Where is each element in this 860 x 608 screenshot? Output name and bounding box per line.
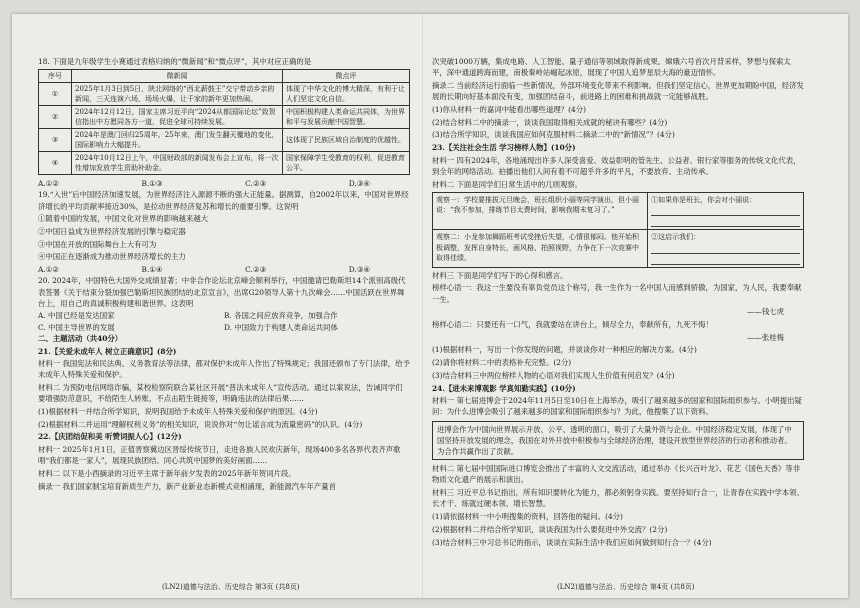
q19-stem: 19.“入世”后中国经济加速发展，为世界经济注入源源不断的强大正能量。据测算，自2002年以来，中国对世界经济增长的平均贡献率接近30%，是拉动世界经济复苏和增长的重要引擎。这说明 (38, 190, 409, 211)
q19-item: ②中国日益成为世界经济发展的引擎与稳定器 (38, 227, 186, 237)
header-news: 微新闻 (72, 70, 283, 83)
q24-ask-2: (2)根据材料二并结合所学知识，谈谈我国为什么要促进中外交流？(2分) (432, 524, 668, 534)
q24-ask-1: (1)请依据材料一中小明搜集的资料，回答他的疑问。(4分) (432, 512, 623, 522)
option-c[interactable]: C. 中国主导世界的发展 (38, 322, 115, 332)
q23-title: 23.【关注社会生活 学习榜样人物】(10分) (432, 142, 576, 152)
option-b[interactable]: B. 各国之间应放弃竞争，加强合作 (224, 311, 338, 321)
observation-1: 观察一：学校要推拔元旦晚会，班长组织小丽等同学演出，但小丽说：“我不参加，排练节目太费时间，影响我期末复习了。” (433, 192, 648, 230)
table-row (39, 152, 410, 175)
advice-cell-2 (648, 230, 804, 268)
exam-sheet (12, 14, 848, 598)
row-comment: 这体现了民族区域自治制度的优越性。 (283, 129, 410, 152)
q18-options (38, 178, 410, 189)
author-1: ——钱七虎 (747, 307, 784, 317)
header-no: 序号 (39, 70, 72, 83)
page-3 (38, 56, 410, 493)
option-d[interactable]: D.③④ (348, 179, 370, 189)
q22-excerpt-1: 摘录一 我们国家制宝培育新质生产力，新产业新业态新模式竞相涌现，新能源汽车年产量首 (38, 481, 336, 491)
row-news: 2024年10月12日上午，中国财政部的新闻发布会上宣布，将一次性增加发放学生资助补助金。 (72, 152, 283, 175)
q21-title: 21.【关爱未成年人 树立正确意识】(8分) (38, 346, 177, 356)
q19-item: ①随着中国的发展，中国文化对世界的影响越来越大 (38, 214, 208, 224)
q24-material-1: 材料一 第七届进博会于2024年11月5日至10日在上海举办，吸引了越来越多的国家和国际组织参与。小明提出疑问：为什么进博会吸引了越来越多的国家和国际组织参与？为此，他搜集了以下资料。 (432, 396, 802, 417)
q19-item: ③中国在开放的国际舞台上大有可为 (38, 239, 157, 249)
q24-ask-3: (3)结合材料三中习总书记的指示，谈谈在实际生活中我们应如何做到知行合一？(4分) (432, 537, 712, 547)
q22-ask-2: (2)结合材料二中的摘录一，谈谈我国取得相关成就的秘诀有哪些？(4分) (432, 117, 668, 127)
advice-2-label: ②这启示我们： (651, 233, 701, 242)
table-row (39, 106, 410, 129)
option-b[interactable]: B.①③ (141, 179, 163, 189)
option-d[interactable]: D.③④ (348, 265, 370, 275)
q21-ask-1: (1)根据材料一并结合所学知识，说明我国给予未成年人特殊关爱和保护的原因。(4分) (38, 407, 318, 417)
q19-item: ④中国正在逐渐成为推动世界经济增长的主力 (38, 252, 186, 262)
q22-title: 22.【庆团结促和美 听赞词振人心】(12分) (38, 432, 182, 442)
answer-blank[interactable] (651, 255, 800, 265)
q21-ask-2: (2)根据材料二并运用“理解权利义务”的相关知识，说说你对“勿让谣言成为流量密码”的认识。(4分) (38, 419, 363, 429)
header-comment: 微点评 (283, 70, 410, 83)
row-news: 2025年1月3日到5日，陕北网络的“西北薪鼓王”交宁带动乡亲的新闻，三天连演六场，场场火爆，让千家的新年更加热闹。 (72, 83, 283, 106)
q23-material-2: 材料二 下面是同学们日常生活中的几则观察。 (432, 179, 583, 189)
q21-material-2: 材料二 为预防电信网络诈骗，某校检察院联合某社区开展“普法未成年人”宣传活动。通过以案说法，告诫同学们要增强防范意识，不给陌生人转账、不点击陌生链接等，明确违法的法律后果…… (38, 383, 403, 404)
q22-material-1: 材料一 2025年1月1日，正值晋察冀边区晋绥传统节日，走进各族人民欢庆新年，现场400多名各界代表齐声歌唱“我们都是一家人”，展现民族团结、同心共筑中国梦的美好画面…… (38, 445, 401, 466)
option-d[interactable]: D. 中国致力于构建人类命运共同体 (224, 322, 338, 332)
observation-2: 观察二：小龙参加舞蹈班考试受挫后失望，心情很郁闷。他开始积极调整，发挥自身特长，画风格、拍照视野，力争在下一次竞赛中取得佳绩。 (433, 230, 648, 268)
table-row (433, 230, 804, 268)
q23-ask-2: (2)请你将材料二中的表格补充完整。(2分) (432, 358, 572, 368)
option-a[interactable]: A.①② (38, 179, 59, 189)
q22-excerpt-1-cont: 次突破1000万辆，集成电路、人工智能、量子通信等领域取得新成果。嫦娥六号首次月背采样，梦想与探索太平，深中通道跨海而建，南极秦岭站崛起冰原，展现了中国人追梦星辰大海的豪迈情怀。 (432, 57, 791, 78)
option-c[interactable]: C.②③ (245, 265, 267, 275)
page-4 (432, 56, 804, 549)
advice-1-label: ①如果你是班长，你会对小丽说： (651, 195, 757, 204)
quote-2: 榜样心语二：只要还有一口气，我就要站在讲台上，倾尽全力，奉献所有，九死不悔！ (432, 320, 713, 330)
answer-blank[interactable] (651, 217, 800, 227)
row-no: ③ (39, 129, 72, 152)
q19-options (38, 264, 410, 275)
q22-material-2: 材料二 以下是小西摘录的习近平主席于新年前夕发表的2025年新年贺词片段。 (38, 469, 296, 479)
row-news: 2024年是澳门回归25周年。25年来，澳门发生翻天覆地的变化，国际影响力大幅提升。 (72, 129, 283, 152)
q24-title: 24.【进未来博观影 学真知勤实践】(10分) (432, 383, 576, 393)
q22-ask-1: (1)你从材料一的嘉词中能看出哪些道理？(4分) (432, 104, 586, 114)
page-3-footer: (LN2)道德与法治、历史综合 第3页 (共8页) (162, 583, 300, 591)
q24-material-2: 材料二 第七届中国国际进口博览会推出了丰富的人文交流活动，通过举办《长兴百叶龙》、花艺《国色天香》等非物质文化遗产的展示和演出。 (432, 464, 801, 485)
page-4-footer: (LN2)道德与法治、历史综合 第4页 (共8页) (557, 583, 695, 591)
answer-blank[interactable] (651, 244, 800, 254)
row-news: 2024年12月12日，国家主席习近平向“2024从都国际论坛”致贺信指出中方愿同各方一道，促进全球可持续发展。 (72, 106, 283, 129)
option-b[interactable]: B.①④ (141, 265, 163, 275)
q23-material-1: 材料一 四有2024年，各地涌现出许多人深受喜爱、效益彰明的管先生、公益者、银行家等服务的传统文化代表，到全年的网络活动。拍播出他们人间有着不可超乎许多的平凡，不要放弃、主动传承。 (432, 155, 801, 176)
q22-ask-3: (3)结合所学知识，谈谈我国应如何克服材料二摘录二中的“新情况”？(4分) (432, 130, 675, 140)
q22-excerpt-2: 摘录二 当前经济运行面临一些新情况，外部环境变化带来不利影响。但我们坚定信心，世界更加期盼中国，经济发展的长期向好基本面没有变，加强团结奋斗，前进路上的困难和挑战就一定能够战胜。 (432, 80, 804, 102)
q23-ask-3: (3)结合材料三中两位榜样人物的心语对我们实现人生价值有何启发？(4分) (432, 370, 675, 380)
author-2: ——张桂梅 (747, 332, 784, 342)
q18-header-row (39, 70, 410, 83)
q20-options (38, 310, 410, 332)
row-no: ① (39, 83, 72, 106)
q20-stem: 20. 2024年，中国特色大国外交成绩显著；中非合作论坛北京峰会顺利举行，中国邀请巴勒斯坦14个派别高级代表签署《关于结束分裂加强巴勒斯坦民族团结的北京宣言》，出席G20领导人第十九次峰会……中国活跃在世界舞台上，用自己的真诚积极构建和谐世界。这表明 (38, 276, 406, 308)
advice-cell-1 (648, 192, 804, 230)
option-c[interactable]: C.②③ (245, 179, 267, 189)
row-no: ② (39, 106, 72, 129)
quote-1: 榜样心语一：我这一生要没有辜负党员这个称号，我一生作为一名中国人而感到骄傲，为国家，为人民，我要奉献一生。 (432, 283, 802, 304)
answer-blank[interactable] (651, 206, 800, 216)
table-row (39, 83, 410, 106)
section-2-title: 二、主题活动（共40分） (38, 333, 123, 343)
q21-material-1: 材料一 我国宪法和民法典、义务教育法等法律，都对保护未成年人作出了特殊规定；我国还颁布了专门法律，给予未成年人特殊关爱和保护。 (38, 359, 410, 380)
q23-material-3: 材料三 下面是同学们写下的心得和感言。 (432, 270, 568, 280)
page-fold (422, 14, 423, 598)
q18-stem: 18. 下面是九年级学生小赛通过表格归纳的“微新闻”和“微点评”，其中对应正确的是 (38, 57, 312, 66)
q23-ask-1: (1)根据材料一，写出一个你发现的问题，并谈谈你对一种相应的解决方案。(4分) (432, 345, 697, 355)
row-comment: 中国积极构建人类命运共同体，为世界和平与发展贡献中国智慧。 (283, 106, 410, 129)
option-a[interactable]: A. 中国已经是发达国家 (38, 311, 115, 321)
row-comment: 体现了中华文化的博大精深，有利于让人们坚定文化自信。 (283, 83, 410, 106)
row-comment: 国家保障学生受教育的权利，促进教育公平。 (283, 152, 410, 175)
q18-table (38, 69, 410, 175)
table-row (433, 192, 804, 230)
option-a[interactable]: A.①② (38, 265, 59, 275)
row-no: ④ (39, 152, 72, 175)
q24-info-box: 进博会作为中国向世界展示开放、公平、透明的窗口，吸引了大量外资与企业。中国经济稳定发展，体现了中国坚持开放发展的理念，我国在对外开放中积极参与全球经济治理，建设开放型世界经济的行动者和推动者。为合作共赢作出了贡献。 (432, 421, 804, 461)
observation-table (432, 192, 804, 268)
table-row (39, 129, 410, 152)
q24-material-3: 材料三 习近平总书记指出，所有知识要转化为能力，都必须躬身实践。要坚持知行合一，让青春在实践中学本领、长才干、练就过硬本领、增长智慧。 (432, 488, 804, 509)
